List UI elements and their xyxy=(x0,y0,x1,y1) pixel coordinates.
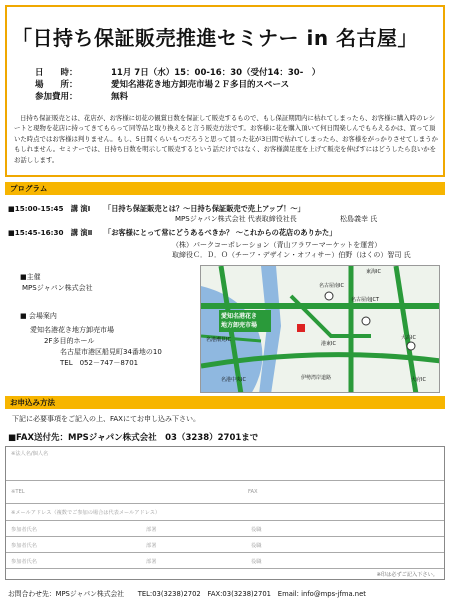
page-title: 「日持ち保証販売推進セミナー in 名古屋」 xyxy=(12,26,419,50)
position-label: 役職 xyxy=(251,559,262,565)
fax-destination: ■FAX送付先：MPSジャパン株式会社 03（3238）2701まで xyxy=(8,433,259,443)
application-form xyxy=(5,446,445,580)
venue-map xyxy=(200,265,440,393)
company-field-label: ※法人名/個人名 xyxy=(11,451,49,457)
apply-instructions: 下記に必要事項をご記入の上、FAXにてお申し込み下さい。 xyxy=(12,415,200,423)
map-label-ic9: 東海IC xyxy=(366,269,381,275)
position-label: 役職 xyxy=(251,543,262,549)
map-label-ic6: 伊勢湾岸道路 xyxy=(301,375,332,381)
lecture-2-title: 「お客様にとって常にどうあるべきか？ 〜これからの花店のありかた」 xyxy=(104,228,337,237)
form-row-contact[interactable] xyxy=(6,481,444,504)
dept-label: 部署 xyxy=(146,559,157,565)
program-header: プログラム xyxy=(5,182,445,195)
contact-footer: お問合わせ先：MPSジャパン株式会社 TEL:03(3238)2702 FAX:03(3238)2701 Email: info@mps-jfma.net xyxy=(8,590,366,598)
required-note: ※印は必ずご記入下さい。 xyxy=(376,572,438,578)
form-row-participant-1[interactable] xyxy=(6,521,444,537)
map-market-label: 愛知名港花き 地方卸売市場 xyxy=(221,313,258,329)
organizer-label: ■主催 xyxy=(20,273,41,281)
map-label-ic3: 港東IC xyxy=(321,341,336,347)
form-row-participant-2[interactable] xyxy=(6,537,444,553)
venue-line-2: 2F多目的ホール xyxy=(44,337,95,345)
map-label-ic4: 大高IC xyxy=(401,335,416,341)
apply-header: お申込み方法 xyxy=(5,396,445,409)
form-row-participant-3[interactable] xyxy=(6,553,444,569)
participant-label: 参加者氏名 xyxy=(11,527,37,533)
position-label: 役職 xyxy=(251,527,262,533)
tel-field-label: ※TEL xyxy=(11,489,25,495)
fax-field-label: FAX xyxy=(248,489,258,495)
form-row-email[interactable] xyxy=(6,504,444,521)
lecture-2-org: （株）パークコーポレーション（青山フラワーマーケットを運営） xyxy=(172,241,382,249)
lecture-2-speaker: 取締役Ｃ．Ｄ．Ｏ（チーフ・デザイン・オフィサー）伯野（はくの）智司 氏 xyxy=(172,251,411,259)
map-label-ic2: 名古屋南IC xyxy=(319,283,344,289)
venue-line-3: 名古屋市港区船見町34番地の10 xyxy=(60,348,162,356)
venue-label: ■ 会場案内 xyxy=(20,312,57,320)
seminar-description: 日持ち保証販売とは、花店が、お客様に切花の観賞日数を保証して販売するもので、もし保証期間内に枯れてしまったら、お客様に購入時のレシートと現物を花店に持ってきてもらって同等品と取り換えると言う販売方法です。お客様に花を購入頂いて何日間楽しんでもらえるかは、買って頂いた時点ではお客様は判りません。もし、5日間くらいもつだろうと思って買った花が3日間で枯れてしまったら、お客様をがっかりさせてしまうかもしれません。セミナーでは、日持ち日数を明示して販売するという話だけではなく、お客様満足度を上げて販売を伸ばすにはどうしたら良いかをお話しします。 xyxy=(14,114,438,164)
lecture-1-title: 「日持ち保証販売とは？〜日持ち保証販売で売上アップ！〜」 xyxy=(104,204,305,213)
venue-line-1: 愛知名港花き地方卸売市場 xyxy=(30,326,114,334)
email-field-label: ※メールアドレス（複数でご参加の場合は代表メールアドレス） xyxy=(11,510,161,516)
participant-label: 参加者氏名 xyxy=(11,559,37,565)
lecture-1-time: ■15:00-15:45 講 演Ⅰ xyxy=(8,204,91,213)
dept-label: 部署 xyxy=(146,527,157,533)
map-label-ic8: 名古屋南JCT xyxy=(351,297,380,303)
dept-label: 部署 xyxy=(146,543,157,549)
map-label-ic1: 名港潮見IC xyxy=(206,337,231,343)
map-label-ic5: 大府IC xyxy=(411,377,426,383)
participant-label: 参加者氏名 xyxy=(11,543,37,549)
lecture-1-speaker: 松島義幸 氏 xyxy=(340,215,378,223)
organizer-name: MPSジャパン株式会社 xyxy=(22,284,93,292)
map-label-ic7: 名港中央IC xyxy=(221,377,246,383)
lecture-1-org: MPSジャパン株式会社 代表取締役社長 xyxy=(175,215,297,223)
lecture-2-time: ■15:45-16:30 講 演Ⅱ xyxy=(8,228,93,237)
venue-line-4: TEL 052－747－8701 xyxy=(60,359,139,367)
form-row-company[interactable] xyxy=(6,447,444,481)
